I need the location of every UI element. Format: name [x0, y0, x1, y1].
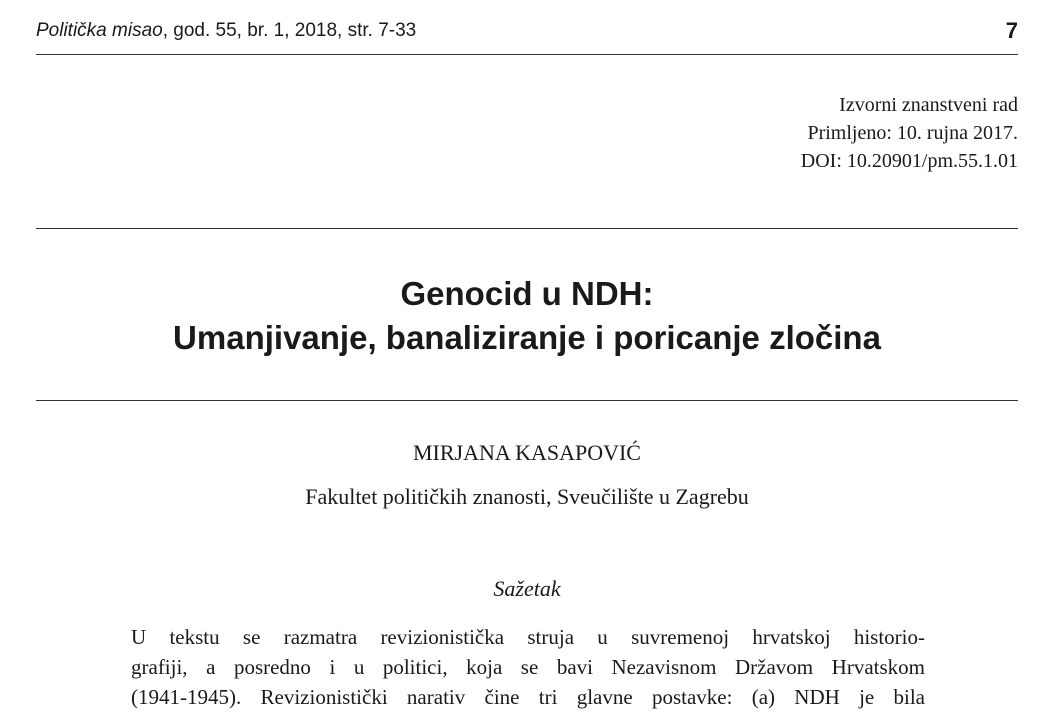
journal-citation: [36, 20, 416, 42]
author-affiliation: Fakultet političkih znanosti, Sveučilište u Zagrebu: [305, 484, 749, 509]
title-top-divider: [36, 228, 1018, 229]
paper-type: Izvorni znanstveni rad: [839, 94, 1018, 116]
title-line-1: Genocid u NDH:: [400, 275, 654, 312]
abstract-body: [131, 622, 925, 712]
citation-details: , god. 55, br. 1, 2018, str. 7-33: [162, 20, 417, 41]
article-meta: [801, 91, 1018, 175]
running-header: [36, 20, 1018, 46]
journal-name: Politička misao: [36, 20, 163, 41]
abstract-line: (1941-1945). Revizionistički narativ čine tri glavne postavke: (a) NDH je bila: [131, 685, 925, 709]
page-number: 7: [1005, 18, 1018, 43]
header-divider: [36, 54, 1018, 55]
title-bottom-divider: [36, 400, 1018, 401]
abstract-line: grafiji, a posredno i u politici, koja se bavi Nezavisnom Državom Hrvatskom: [131, 655, 925, 679]
abstract-line: U tekstu se razmatra revizionistička struja u suvremenoj hrvatskoj historio-: [131, 625, 925, 649]
paper-title: [36, 272, 1018, 360]
abstract-heading: Sažetak: [493, 576, 561, 601]
received-date: Primljeno: 10. rujna 2017.: [807, 122, 1018, 144]
doi: DOI: 10.20901/pm.55.1.01: [800, 150, 1018, 172]
author-name: MIRJANA KASAPOVIĆ: [413, 440, 641, 465]
title-line-2: Umanjivanje, banaliziranje i poricanje zločina: [173, 319, 881, 356]
